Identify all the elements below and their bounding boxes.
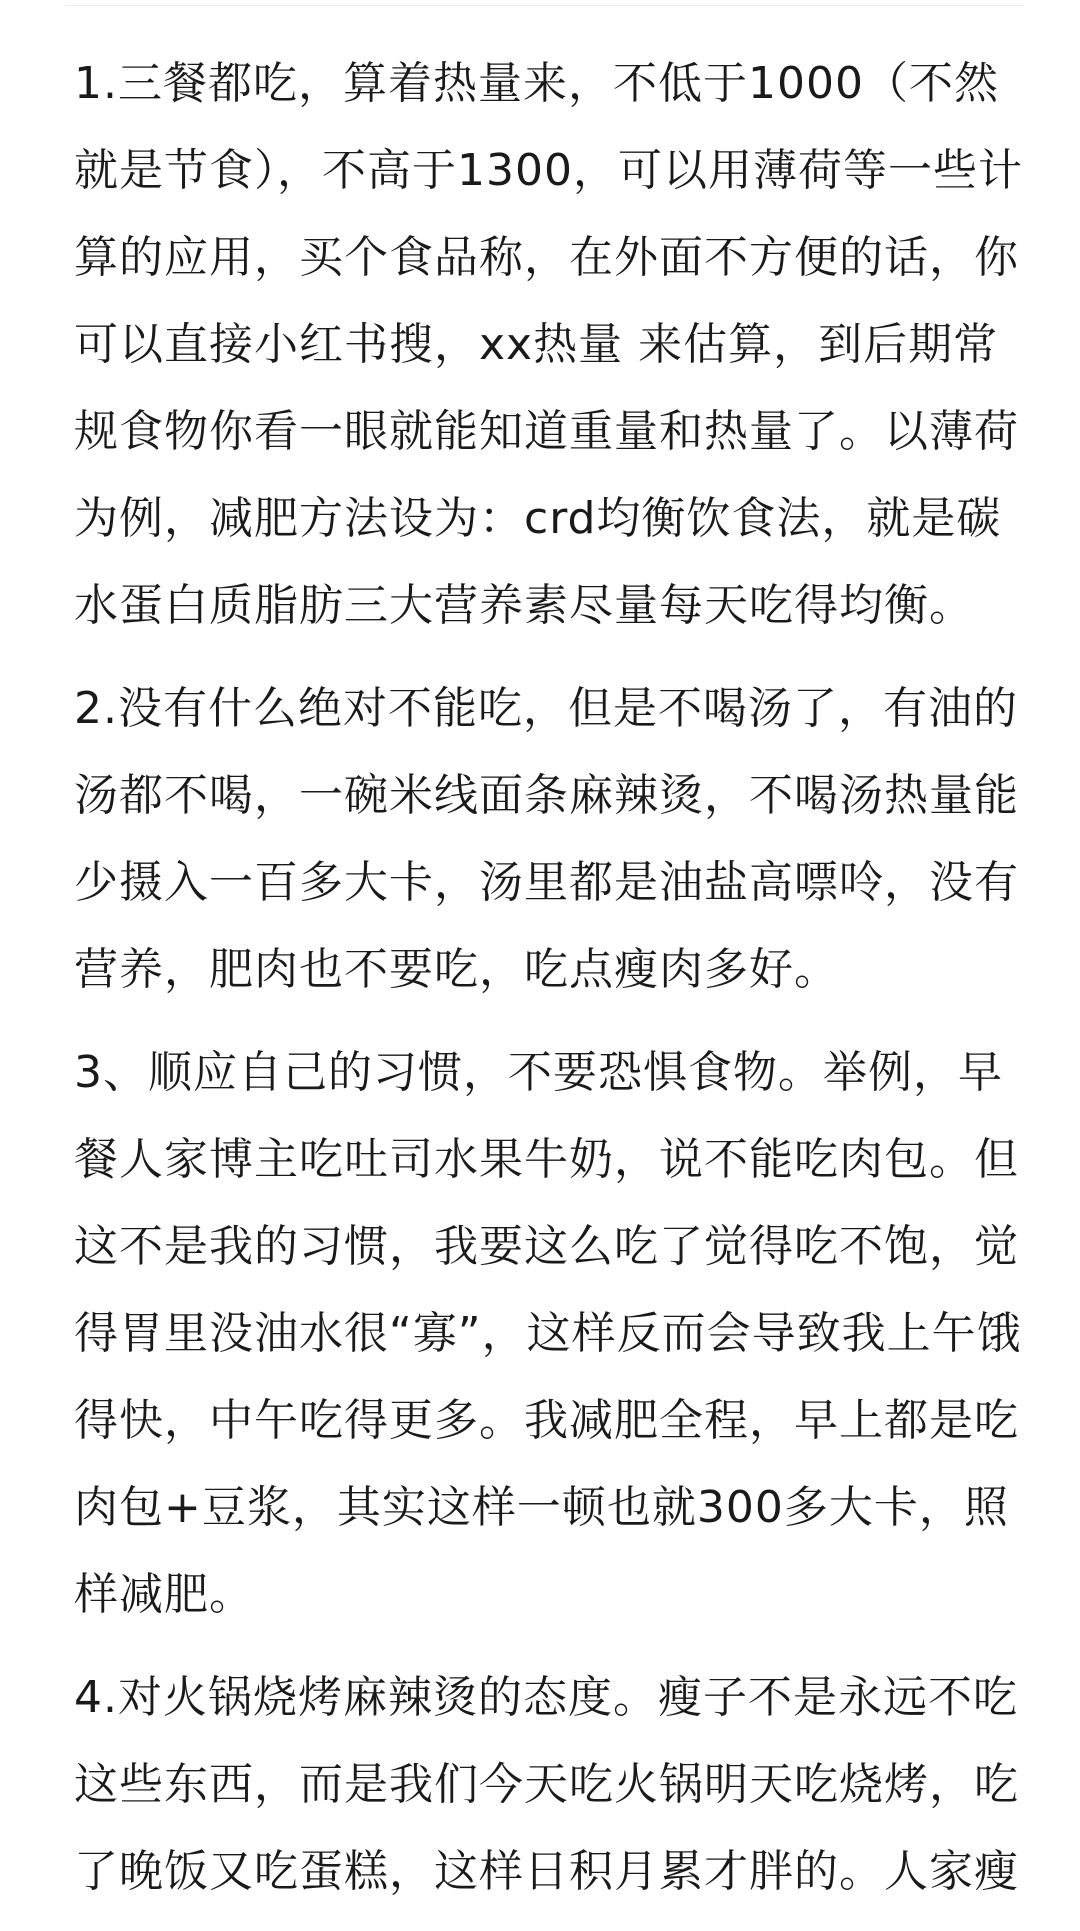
paragraph-2: 2.没有什么绝对不能吃，但是不喝汤了，有油的汤都不喝，一碗米线面条麻辣烫，不喝汤热量能少摄入一百多大卡，汤里都是油盐高嘌呤，没有营养，肥肉也不要吃，吃点瘦肉多好。 — [74, 683, 1019, 995]
paragraph-3: 3、顺应自己的习惯，不要恐惧食物。举例，早餐人家博主吃吐司水果牛奶，说不能吃肉包。但这不是我的习惯，我要这么吃了觉得吃不饱，觉得胃里没油水很“寡”，这样反而会导致我上午饿得快，中午吃得更多。我减肥全程，早上都是吃肉包+豆浆，其实这样一顿也就300多大卡，照样减肥。 — [74, 1047, 1022, 1620]
paragraph-1: 1.三餐都吃，算着热量来，不低于1000（不然就是节食），不高于1300，可以用薄荷等一些计算的应用，买个食品称，在外面不方便的话，你可以直接小红书搜，xx热量 来估算，到后期常规食物你看一眼就能知道重量和热量了。以薄荷为例，减肥方法设为：crd均衡饮食法，就是碳水蛋白质脂肪三大营养素尽量每天吃得均衡。 — [74, 58, 1023, 631]
top-divider — [66, 5, 1024, 6]
paragraph-4: 4.对火锅烧烤麻辣烫的态度。瘦子不是永远不吃这些东西，而是我们今天吃火锅明天吃烧烤，吃了晚饭又吃蛋糕，这样日积月累才胖的。人家瘦 — [74, 1672, 1019, 1897]
article-body — [74, 40, 1024, 1931]
